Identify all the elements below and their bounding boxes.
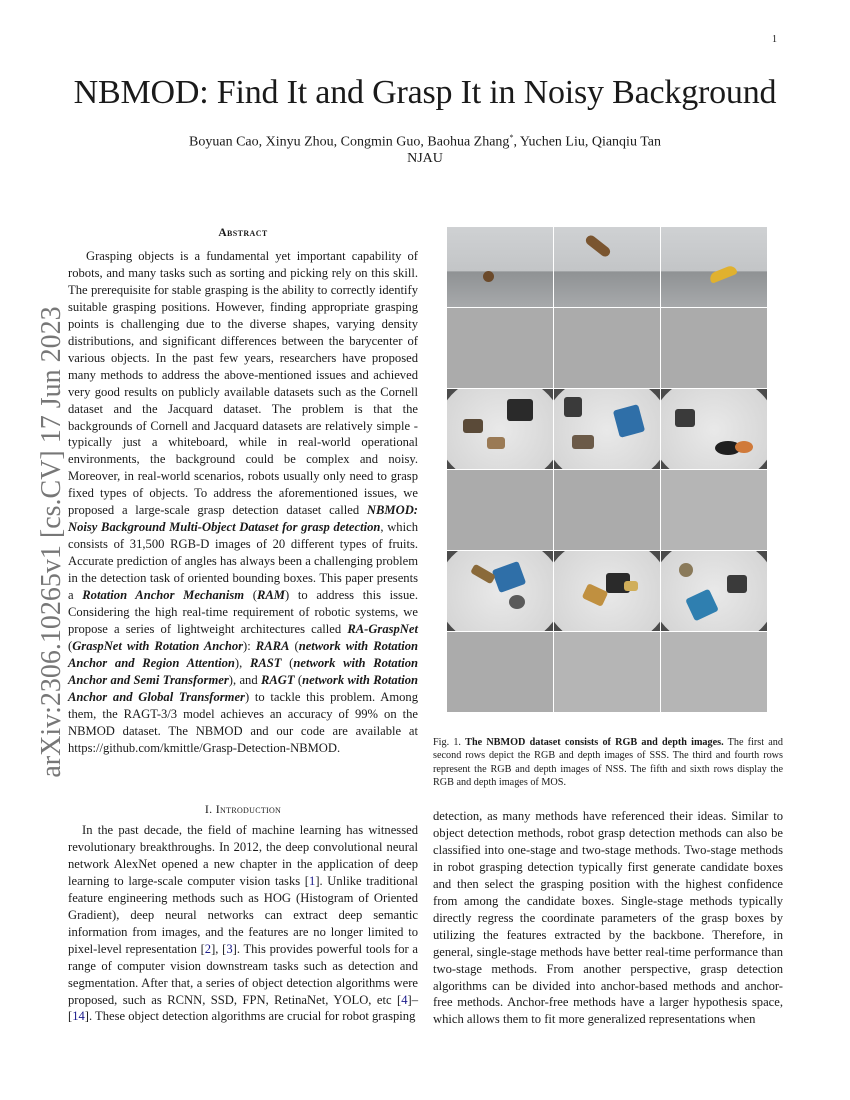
figure-caption [433,736,783,789]
image-rgb-mos-1 [447,551,553,631]
image-depth-mos-2 [554,632,660,712]
image-rgb-mos-3 [661,551,767,631]
page-number: 1 [772,34,777,45]
author-list [0,133,850,151]
figure-row-sss-rgb [447,227,768,307]
image-depth-nss-1 [447,470,553,550]
image-rgb-mos-2 [554,551,660,631]
image-depth-nss-3 [661,470,767,550]
figure-row-sss-depth [447,308,768,388]
figure-row-mos-depth [447,632,768,712]
image-depth-mos-1 [447,632,553,712]
figure-row-mos-rgb [447,551,768,631]
image-rgb-sss-3 [661,227,767,307]
figure-row-nss-depth [447,470,768,550]
image-rgb-sss-2 [554,227,660,307]
citation-link[interactable]: 2 [204,941,212,956]
image-depth-sss-1 [447,308,553,388]
dataset-figure [447,227,768,713]
citation-link[interactable]: 14 [72,1009,85,1024]
image-depth-sss-2 [554,308,660,388]
authors-first: Boyuan Cao, Xinyu Zhou, Congmin Guo, Baohua Zhang [189,134,510,150]
abstract-body: Grasping objects is a fundamental yet important capability of robots, and many tasks such as sorting and picking rely on this skill. The prerequisite for stable grasping is the ability to correctly identify suitable grasping positions. However, finding appropriate grasping points is challenging due to the diverse shapes, varying density distributions, and significant differences between the barycenter of various objects. In the past few years, researchers have proposed many methods to address the above-mentioned issues and achieved very good results on publicly available datasets such as the Cornell dataset and the Jacquard dataset. The problem is that the backgrounds of Cornell and Jacquard datasets are relatively simple - typically just a whiteboard, while in real-world operational environments, the background could be complex and noisy. Moreover, in real-world scenarios, robots usually only need to grasp fixed types of objects. To address the aforementioned issues, we proposed a large-scale grasp detection dataset called NBMOD: Noisy Background Multi-Object Dataset for grasp detection, which consists of 31,500 RGB-D images of 20 different types of fruits. Accurate prediction of angles has always been a challenging problem in the detection task of oriented bounding boxes. This paper presents a Rotation Anchor Mechanism (RAM) to address this issue. Considering the high real-time requirement of robotic systems, we propose a series of lightweight architectures called RA-GraspNet (GraspNet with Rotation Anchor): RARA (network with Rotation Anchor and Region Attention), RAST (network with Rotation Anchor and Semi Transformer), and RAGT (network with Rotation Anchor and Global Transformer) to tackle this problem. Among them, the RAGT-3/3 model achieves an accuracy of 99% on the NBMOD dataset. The NBMOD and our code are available at https://github.com/kmittle/Grasp-Detection-NBMOD. [68,249,419,755]
section-heading-introduction: I. Introduction [204,802,282,816]
citation-link[interactable]: 1 [309,873,316,888]
abstract-heading: Abstract [218,227,268,239]
paper-title: NBMOD: Find It and Grasp It in Noisy Background [73,74,777,111]
image-depth-mos-3 [661,632,767,712]
image-depth-nss-2 [554,470,660,550]
figure-row-nss-rgb [447,389,768,469]
caption-text: The first and second rows depict the RGB and depth images of SSS. The third and fourth rows represent the RGB and depth images of NSS. The fifth and sixth rows display the RGB and depth images of MOS. [433,737,783,788]
authors-rest: , Yuchen Liu, Qianqiu Tan [513,134,661,150]
image-depth-sss-3 [661,308,767,388]
affiliation: NJAU [407,151,443,166]
arxiv-stamp: arXiv:2306.10265v1 [cs.CV] 17 Jun 2023 [36,306,67,778]
image-rgb-sss-1 [447,227,553,307]
image-rgb-nss-2 [554,389,660,469]
image-rgb-nss-3 [661,389,767,469]
corresponding-mark: * [509,133,514,142]
intro-text-right-column: detection, as many methods have referenced their ideas. Similar to object detection methods, robot grasp detection methods can also be classified into one-stage and two-stage methods. Two-stage methods in robot grasping detection typically first generate candidate boxes and then select the grasping position with the highest confidence from among the candidate boxes. Single-stage methods typically directly regress the coordinate parameters of the grasp boxes by utilizing the features extracted by the backbone. Therefore, in general, single-stage methods have better real-time performance than two-stage methods. From another perspective, grasp detection algorithms can be divided into anchor-based methods and anchor-free methods. Anchor-free methods have a larger hypothesis space, which allows them to fit more generalized representations when [433,809,783,1027]
caption-bold: The NBMOD dataset consists of RGB and depth images. [465,737,724,748]
image-rgb-nss-1 [447,389,553,469]
citation-link[interactable]: 3 [226,941,233,956]
intro-text-left-column: In the past decade, the field of machine learning has witnessed revolutionary breakthroughs. In 2012, the deep convolutional neural network AlexNet opened a new chapter in the application of deep learning to large-scale computer vision tasks [1]. Unlike traditional feature engineering methods such as HOG (Histogram of Oriented Gradient), deep neural networks can extract deep semantic information from images, and the features are no longer limited to pixel-level representation [2], [3]. This provides powerful tools for a range of computer vision downstream tasks such as detection and segmentation. After that, a series of object detection algorithms were proposed, such as RCNN, SSD, FPN, RetinaNet, YOLO, etc [4]–[14]. These object detection algorithms are crucial for robot grasping [68,823,418,1024]
citation-link[interactable]: 4 [401,992,408,1007]
caption-label: Fig. 1. [433,737,461,748]
